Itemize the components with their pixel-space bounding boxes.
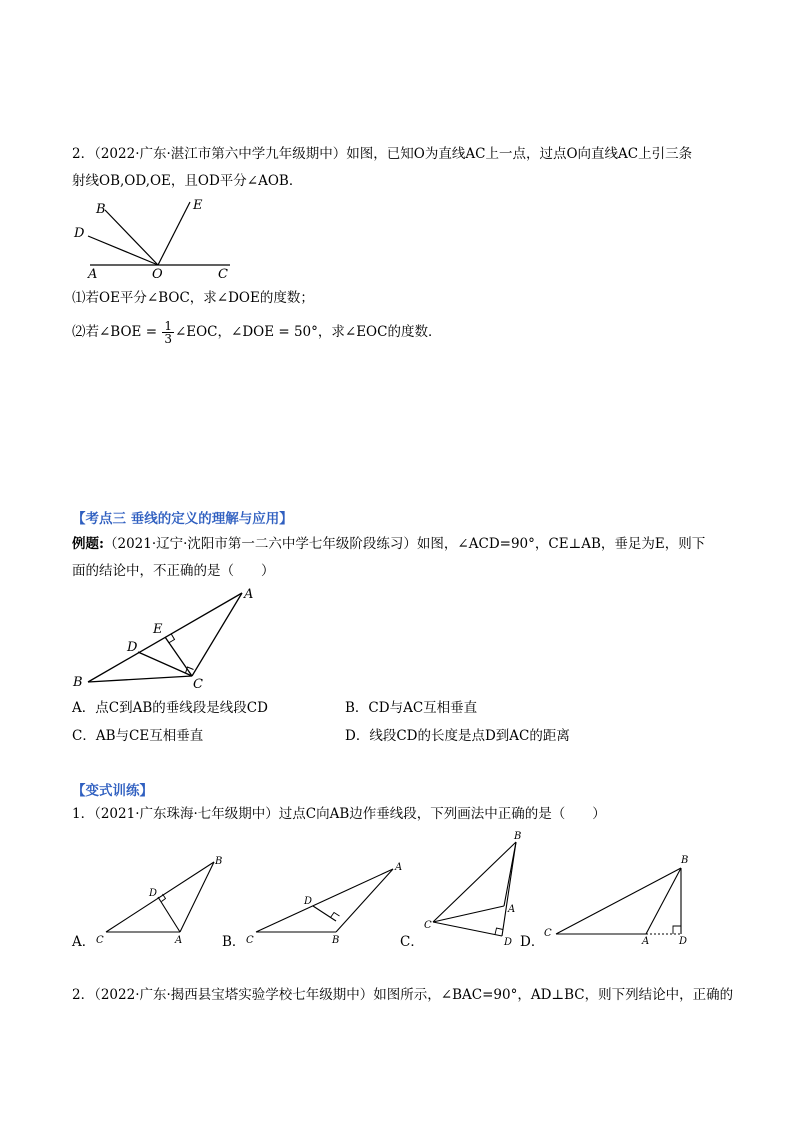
label-o: O (152, 267, 163, 282)
svg-text:B: B (215, 856, 223, 867)
label-b: B (96, 202, 106, 217)
choice-d-figure[interactable] (538, 852, 708, 947)
svg-text:B: B (681, 855, 689, 866)
choice-d-label[interactable]: D． (520, 934, 545, 950)
label-d: D (127, 640, 138, 655)
svg-text:D: D (149, 888, 158, 899)
svg-text:A: A (642, 936, 650, 947)
variant-title: 【变式训练】 (72, 783, 153, 799)
label-e: E (193, 198, 203, 213)
label-c: C (193, 677, 203, 692)
variant-question-1: 1．（2021·广东珠海·七年级期中）过点C向AB边作垂线段，下列画法中正确的是（ ） (72, 806, 606, 822)
svg-text:D: D (679, 936, 688, 947)
choice-b-label[interactable]: B． (222, 934, 246, 950)
choice-c-figure[interactable] (416, 828, 536, 948)
svg-text:B: B (332, 935, 340, 946)
question-2-part-1: ⑴若OE平分∠BOC，求∠DOE的度数； (72, 290, 314, 306)
svg-text:D: D (504, 937, 513, 948)
svg-text:D: D (304, 896, 313, 907)
choice-c-label[interactable]: C． (400, 934, 424, 950)
question-text: 如图，已知O为直线AC上一点，过点O向直线AC上引三条 (346, 146, 693, 162)
question-source: （2022·广东·湛江市第六中学九年级期中） (94, 146, 347, 162)
question-2-line-1 (72, 146, 692, 162)
label-a: A (88, 267, 98, 282)
option-d[interactable]: D．线段CD的长度是点D到AC的距离 (345, 728, 570, 744)
svg-text:B: B (514, 831, 522, 842)
example-line-1: 例题:（2021·辽宁·沈阳市第一二六中学七年级阶段练习）如图，∠ACD=90°，CE⊥AB，垂足为E，则下 (72, 536, 706, 552)
question-2-line-2: 射线OB,OD,OE，且OD平分∠AOB． (72, 173, 303, 189)
question-2-part-2: ⑵若∠BOE = $\frac{1}{3}$ ∠EOC，∠DOE = 50°，求∠EOC的度数． (72, 319, 442, 346)
option-a[interactable]: A．点C到AB的垂线段是线段CD (72, 700, 268, 716)
label-d: D (74, 226, 85, 241)
svg-text:A: A (508, 904, 516, 915)
svg-text:A: A (395, 862, 403, 873)
example-line-2: 面的结论中，不正确的是（ ） (72, 563, 275, 579)
question-number: 2． (72, 146, 95, 162)
svg-text:C: C (424, 920, 432, 931)
option-b[interactable]: B．CD与AC互相垂直 (345, 700, 478, 716)
figure-triangle (70, 585, 270, 695)
option-c[interactable]: C．AB与CE互相垂直 (72, 728, 204, 744)
svg-text:C: C (544, 928, 552, 939)
choice-b-figure[interactable] (238, 852, 408, 946)
figure-rays (70, 195, 250, 285)
label-c: C (218, 267, 228, 282)
variant-question-2: 2．（2022·广东·揭西县宝塔实验学校七年级期中）如图所示，∠BAC=90°，AD⊥BC，则下列结论中，正确的 (72, 987, 734, 1003)
choice-a-label[interactable]: A． (72, 934, 96, 950)
svg-text:C: C (246, 935, 254, 946)
label-a: A (244, 587, 254, 602)
label-b: B (73, 675, 83, 690)
svg-text:C: C (96, 935, 104, 946)
svg-text:A: A (175, 935, 183, 946)
label-e: E (153, 622, 163, 637)
choice-a-figure[interactable] (88, 852, 228, 946)
example-label: 例题: (72, 536, 104, 552)
fraction-one-third: $\frac{1}{3}$ (164, 319, 172, 346)
section-title: 【考点三 垂线的定义的理解与应用】 (72, 511, 293, 527)
